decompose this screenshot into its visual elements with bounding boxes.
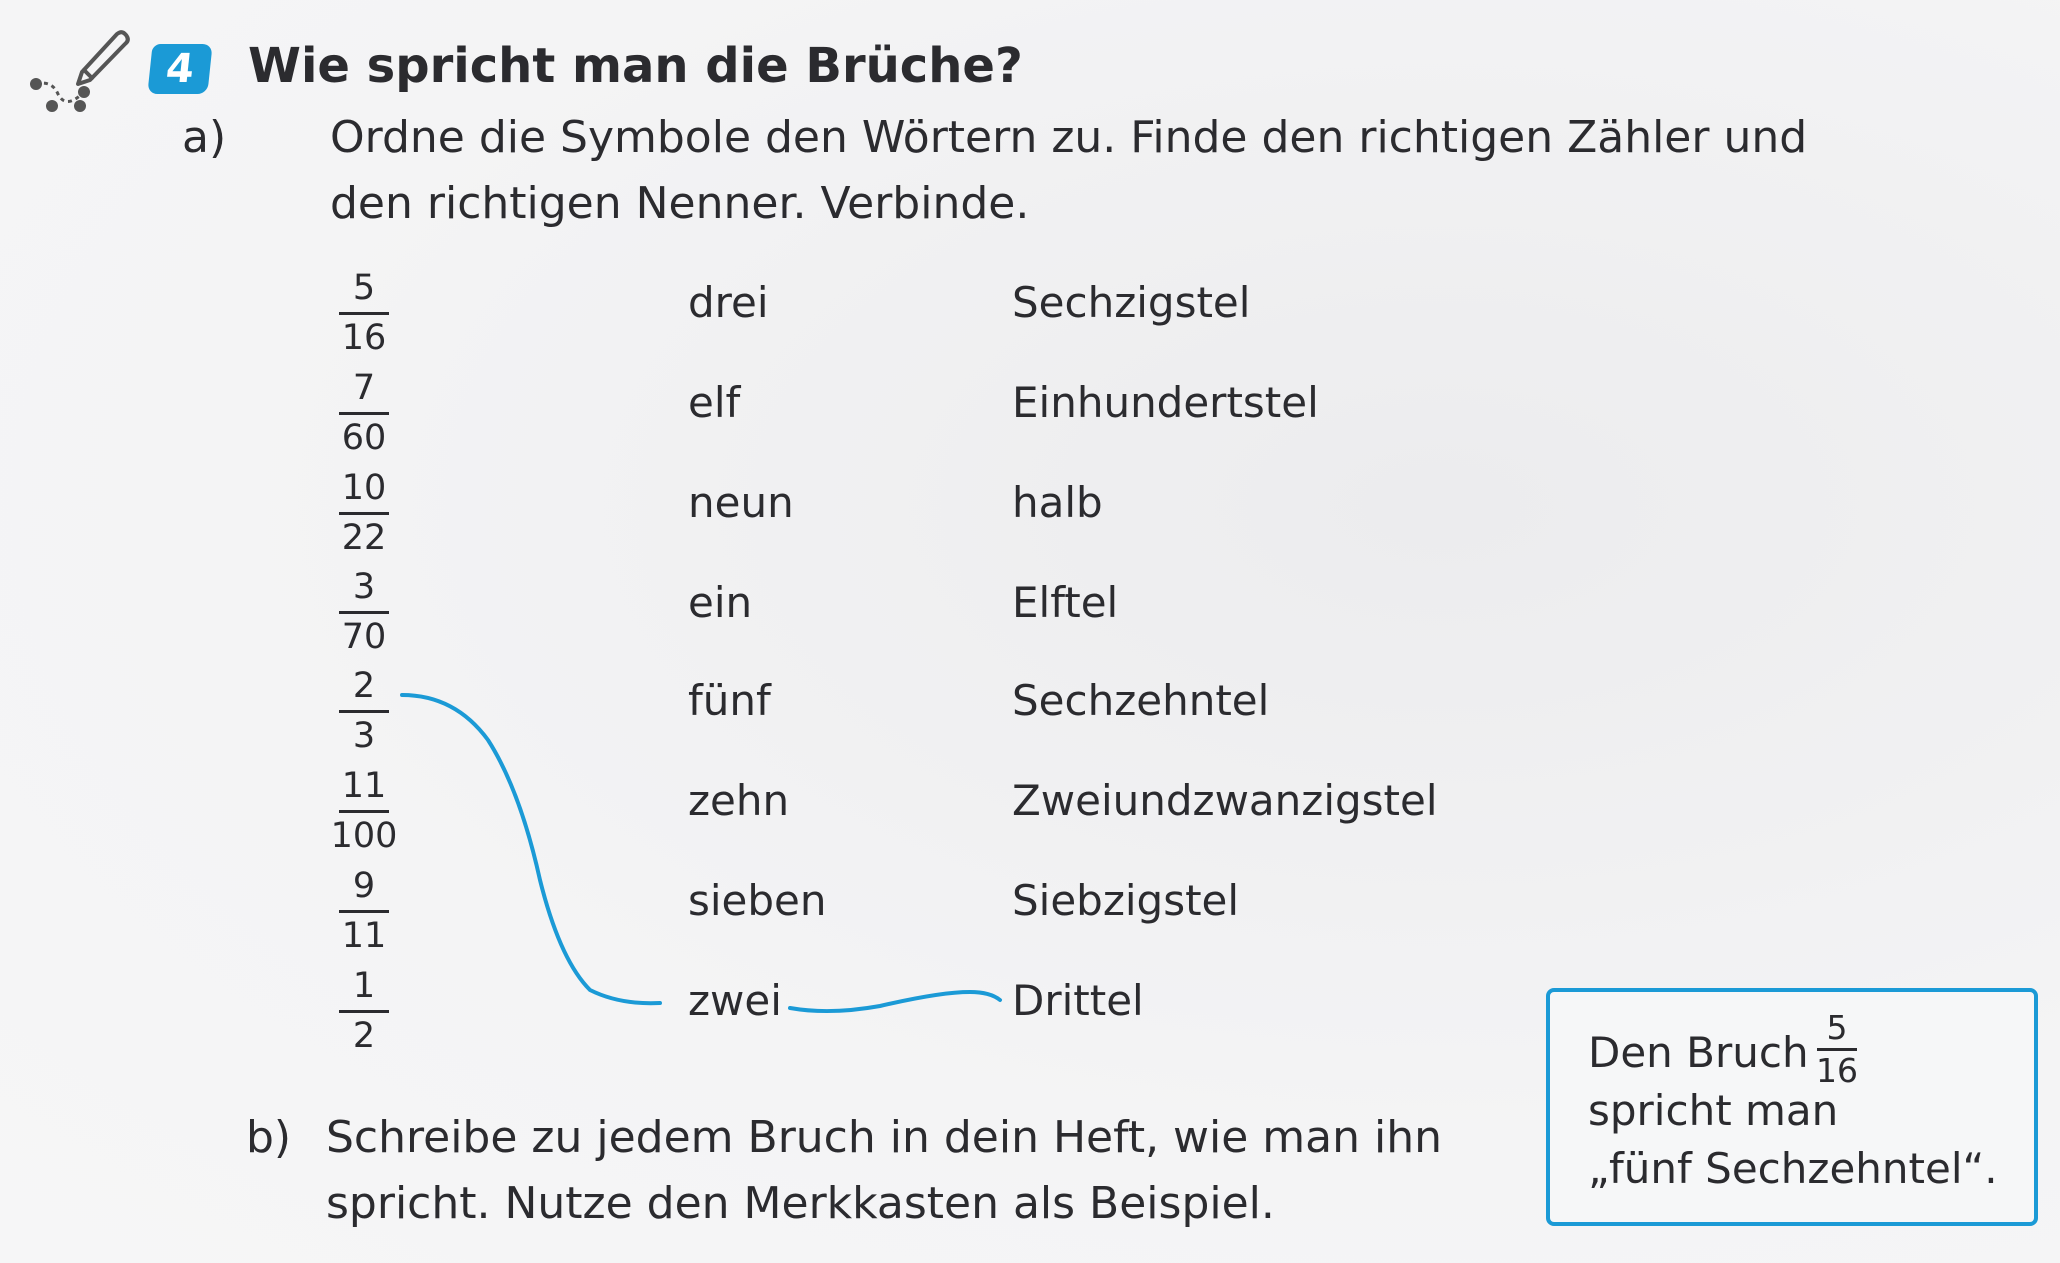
fraction-item[interactable] — [324, 368, 404, 458]
merkkasten-line2: spricht man — [1588, 1086, 1839, 1135]
merkkasten-fraction — [1808, 1010, 1866, 1089]
fraction-denominator: 16 — [341, 318, 387, 358]
fraction-denominator: 60 — [341, 418, 387, 458]
merkkasten-line3: „fünf Sechzehntel“. — [1588, 1144, 1998, 1193]
fraction-numerator: 10 — [341, 468, 387, 508]
part-a-instruction-line1: Ordne die Symbole den Wörtern zu. Finde den richtigen Zähler und — [330, 112, 1808, 163]
fraction-numerator: 3 — [352, 567, 376, 607]
numerator-word[interactable]: elf — [688, 378, 741, 427]
task-title: Wie spricht man die Brüche? — [248, 38, 1023, 94]
part-b-instruction-line1: Schreibe zu jedem Bruch in dein Heft, wie man ihn — [326, 1112, 1443, 1163]
fraction-denominator: 3 — [352, 716, 376, 756]
numerator-word[interactable]: neun — [688, 478, 794, 527]
fraction-numerator: 5 — [352, 268, 376, 308]
numerator-word[interactable]: sieben — [688, 876, 827, 925]
fraction-denominator: 22 — [341, 518, 387, 558]
merkkasten-denominator: 16 — [1816, 1051, 1858, 1090]
fraction-denominator: 100 — [330, 816, 398, 856]
fraction-item[interactable] — [324, 866, 404, 956]
fraction-numerator: 7 — [352, 368, 376, 408]
denominator-word[interactable]: Sechzehntel — [1012, 676, 1270, 725]
fraction-item[interactable] — [324, 268, 404, 358]
fraction-denominator: 70 — [341, 617, 387, 657]
fraction-denominator: 11 — [341, 916, 387, 956]
numerator-word[interactable]: zwei — [688, 976, 782, 1025]
numerator-word[interactable]: ein — [688, 578, 753, 627]
part-b-label: b) — [246, 1112, 292, 1163]
numerator-word[interactable]: fünf — [688, 676, 771, 725]
denominator-word[interactable]: halb — [1012, 478, 1103, 527]
fraction-item[interactable] — [324, 766, 404, 856]
denominator-word[interactable]: Einhundertstel — [1012, 378, 1319, 427]
numerator-word[interactable]: drei — [688, 278, 769, 327]
fraction-numerator: 9 — [352, 866, 376, 906]
denominator-word[interactable]: Siebzigstel — [1012, 876, 1240, 925]
merkkasten-text-before: Den Bruch — [1588, 1028, 1809, 1077]
denominator-word[interactable]: Zweiundzwanzigstel — [1012, 776, 1438, 825]
fraction-item[interactable] — [324, 966, 404, 1056]
fraction-numerator: 2 — [352, 666, 376, 706]
denominator-word[interactable]: Sechzigstel — [1012, 278, 1251, 327]
denominator-word[interactable]: Drittel — [1012, 976, 1144, 1025]
task-number-badge: 4 — [147, 44, 212, 94]
part-a-instruction-line2: den richtigen Nenner. Verbinde. — [330, 178, 1030, 229]
merkkasten-numerator: 5 — [1826, 1008, 1848, 1047]
fraction-item[interactable] — [324, 567, 404, 657]
fraction-numerator: 1 — [352, 966, 376, 1006]
fraction-numerator: 11 — [341, 766, 387, 806]
denominator-word[interactable]: Elftel — [1012, 578, 1119, 627]
part-a-label: a) — [182, 112, 227, 163]
numerator-word[interactable]: zehn — [688, 776, 790, 825]
fraction-item[interactable] — [324, 468, 404, 558]
merkkasten-box — [1546, 988, 2038, 1226]
pencil-icon — [22, 22, 132, 122]
fraction-denominator: 2 — [352, 1016, 376, 1056]
fraction-item[interactable] — [324, 666, 404, 756]
part-b-instruction-line2: spricht. Nutze den Merkkasten als Beispiel. — [326, 1178, 1275, 1229]
